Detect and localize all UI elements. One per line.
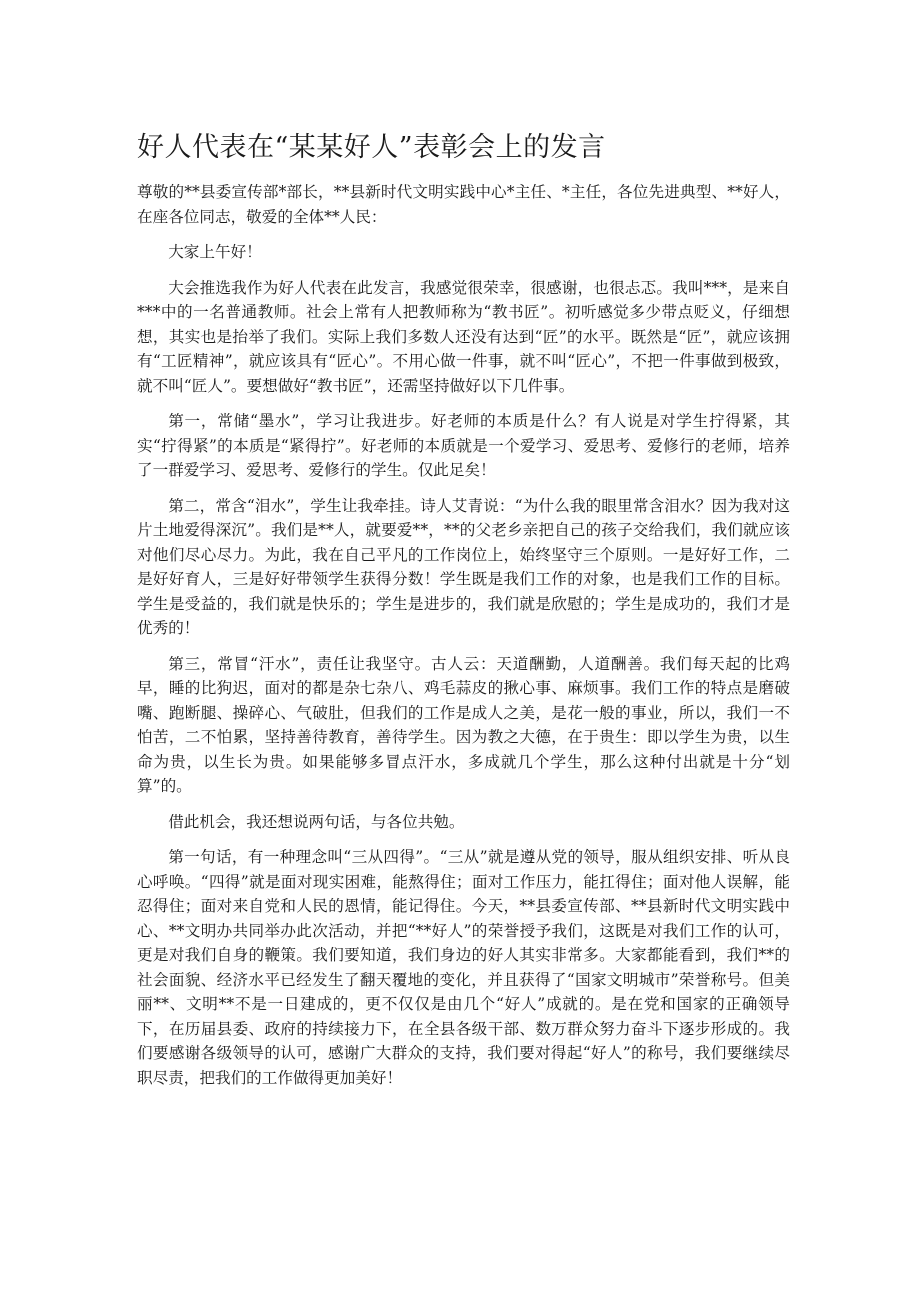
salutation: 尊敬的**县委宣传部*部长，**县新时代文明实践中心*主任、*主任，各位先进典型、**好人，在座各位同志，敬爱的全体**人民： bbox=[137, 183, 790, 226]
paragraph-first-saying: 第一句话，有一种理念叫“三从四得”。“三从”就是遵从党的领导，服从组织安排、听从良心呼唤。“四得”就是面对现实困难，能熬得住；面对工作压力，能扛得住；面对他人误解，能忍得住；面对来自党和人民的恩情，能记得住。今天，**县委宣传部、**县新时代文明实践中心、**文明办共同举办此次活动，并把“**好人”的荣誉授予我们，这既是对我们工作的认可，更是对我们自身的鞭策。我们要知道，我们身边的好人其实非常多。大家都能看到，我们**的社会面貌、经济水平已经发生了翻天覆地的变化，并且获得了“国家文明城市”荣誉称号。但美丽**、文明**不是一日建成的，更不仅仅是由几个“好人”成就的。是在党和国家的正确领导下，在历届县委、政府的持续接力下，在全县各级干部、数万群众努力奋斗下逐步形成的。我们要感谢各级领导的认可，感谢广大群众的支持，我们要对得起“好人”的称号，我们要继续尽职尽责，把我们的工作做得更加美好！ bbox=[137, 848, 790, 1087]
paragraph-transition: 借此机会，我还想说两句话，与各位共勉。 bbox=[168, 812, 465, 831]
paragraph-point-3: 第三，常冒“汗水”，责任让我坚守。古人云：天道酬勤，人道酬善。我们每天起的比鸡早，睡的比狗迟，面对的都是杂七杂八、鸡毛蒜皮的揪心事、麻烦事。我们工作的特点是磨破嘴、跑断腿、操碎心、气破肚，但我们的工作是成人之美，是花一般的事业，所以，我们一不怕苦，二不怕累，坚持善待教育，善待学生。因为教之大德，在于贵生：即以学生为贵，以生命为贵，以生长为贵。如果能够多冒点汗水，多成就几个学生，那么这种付出就是十分“划算”的。 bbox=[137, 654, 790, 795]
document-page bbox=[137, 128, 790, 1101]
paragraph-greeting: 大家上午好！ bbox=[168, 243, 262, 261]
paragraph-point-2: 第二，常含“泪水”，学生让我牵挂。诗人艾青说：“为什么我的眼里常含泪水？因为我对这片土地爱得深沉”。我们是**人，就要爱**，**的父老乡亲把自己的孩子交给我们，我们就应该对他们尽心尽力。为此，我在自己平凡的工作岗位上，始终坚守三个原则。一是好好工作，二是好好育人，三是好好带领学生获得分数！学生既是我们工作的对象，也是我们工作的目标。学生是受益的，我们就是快乐的；学生是进步的，我们就是欣慰的；学生是成功的，我们才是优秀的！ bbox=[137, 496, 790, 637]
document-title: 好人代表在“某某好人”表彰会上的发言 bbox=[137, 132, 606, 163]
paragraph-intro: 大会推选我作为好人代表在此发言，我感觉很荣幸，很感谢，也很忐忑。我叫***，是来自***中的一名普通教师。社会上常有人把教师称为“教书匠”。初听感觉多少带点贬义，仔细想想，其实也是抬举了我们。实际上我们多数人还没有达到“匠”的水平。既然是“匠”，就应该拥有“工匠精神”，就应该具有“匠心”。不用心做一件事，就不叫“匠心”，不把一件事做到极致，就不叫“匠人”。要想做好“教书匠”，还需坚持做好以下几件事。 bbox=[137, 278, 790, 395]
paragraph-point-1: 第一，常储“墨水”，学习让我进步。好老师的本质是什么？有人说是对学生拧得紧，其实“拧得紧”的本质是“紧得拧”。好老师的本质就是一个爱学习、爱思考、爱修行的老师，培养了一群爱学习、爱思考、爱修行的学生。仅此足矣！ bbox=[137, 412, 790, 479]
